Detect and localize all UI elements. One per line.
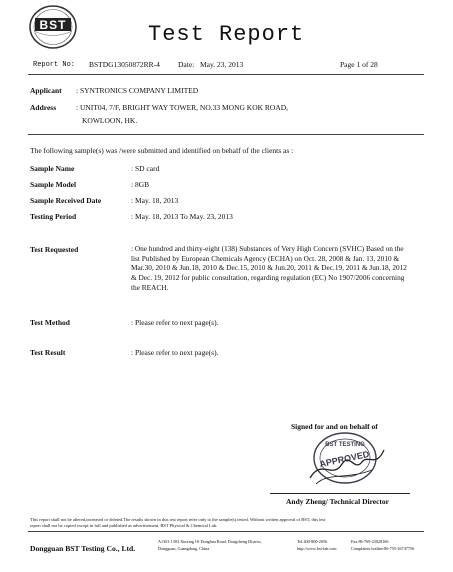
- address-line-2: KOWLOON, HK.: [82, 116, 138, 125]
- logo-text: BST: [39, 18, 67, 32]
- sample-model-label: Sample Model: [30, 180, 77, 189]
- header-divider: [28, 74, 424, 75]
- disclaimer-line-1: This report shall not be altered,increased or deleted.The results shown in this test report refer only to the sample(s) tested. Without written approval of BST, this test: [30, 517, 326, 522]
- footer-website-link[interactable]: http://www.bst-lab.com: [297, 546, 337, 551]
- footer-tel: Tel:400-800-2056: [297, 539, 328, 544]
- testing-period-value: : May. 18, 2013 To May. 23, 2013: [131, 212, 233, 221]
- report-date-value: May. 23, 2013: [200, 60, 244, 69]
- report-no-label: Report No:: [33, 61, 76, 69]
- page-title: Test Report: [148, 22, 305, 47]
- signer-name: Andy Zheng/ Technical Director: [286, 497, 389, 506]
- sample-name-label: Sample Name: [30, 164, 75, 173]
- disclaimer-line-2: report shall not be copied except in full and published as advertisement. BST Physical & Chemical Lab.: [30, 523, 218, 528]
- bst-logo-icon: [28, 4, 78, 50]
- test-requested-text: : One hundred and thirty-eight (138) Substances of Very High Concern (SVHC) Based on the list Published by European Chemicals Agency (ECHA) on Oct. 28, 2008 & Jan. 13, 2010 & Mar.30, 2010 & Jun.18, 2010 & Dec.15, 2010 & Jun.20, 2011 & Dec.19, 2011 & Jun.18, 2012 & Dec. 19, 2012 for public consultation, regarding regulation (EC) No 1907/2006 concerning the REACH.: [131, 244, 407, 292]
- test-method-value: : Please refer to next page(s).: [131, 318, 219, 327]
- approved-stamp-icon: [302, 428, 388, 488]
- applicant-value: : SYNTRONICS COMPANY LIMITED: [76, 86, 199, 95]
- report-no-value: BSTDG13050872RR-4: [89, 60, 160, 69]
- test-result-label: Test Result: [30, 348, 66, 357]
- report-date-label: Date:: [178, 60, 195, 69]
- footer-complaints-hotline: Complaints hotline:86-755-26747756: [351, 546, 415, 551]
- footer-fax: Fax:86-769-23028166: [351, 539, 389, 544]
- test-result-value: : Please refer to next page(s).: [131, 348, 219, 357]
- address-line-1: : UNIT04, 7/F, BRIGHT WAY TOWER, NO.33 MONG KOK ROAD,: [76, 103, 289, 112]
- test-method-label: Test Method: [30, 318, 70, 327]
- footer-address-line-1: A1301-1303 Xinxing Of Donghua Road, Dongcheng District,: [158, 539, 262, 544]
- signed-for-text: Signed for and on behalf of: [291, 422, 378, 431]
- address-divider: [28, 134, 424, 135]
- sample-received-date-value: : May. 18, 2013: [131, 196, 179, 205]
- signature-line: [270, 493, 410, 494]
- sample-name-value: : SD card: [131, 164, 160, 173]
- testing-period-label: Testing Period: [30, 212, 77, 221]
- page-number: Page 1 of 28: [340, 60, 378, 69]
- test-requested-label: Test Requested: [30, 245, 79, 254]
- stamp-top-text: BST TESTING: [325, 442, 365, 448]
- address-label: Address: [30, 103, 57, 112]
- footer-divider: [28, 531, 424, 532]
- company-name: Dongguan BST Testing Co., Ltd.: [30, 544, 136, 553]
- stamp-mid-text: APPROVED: [318, 448, 371, 470]
- sample-received-date-label: Sample Received Date: [30, 196, 102, 205]
- intro-text: The following sample(s) was /were submitted and identified on behalf of the clients as :: [30, 146, 294, 155]
- footer-address-line-2: Dongguan, Guangdong, China: [158, 546, 210, 551]
- applicant-label: Applicant: [30, 86, 62, 95]
- sample-model-value: : 8GB: [131, 180, 150, 189]
